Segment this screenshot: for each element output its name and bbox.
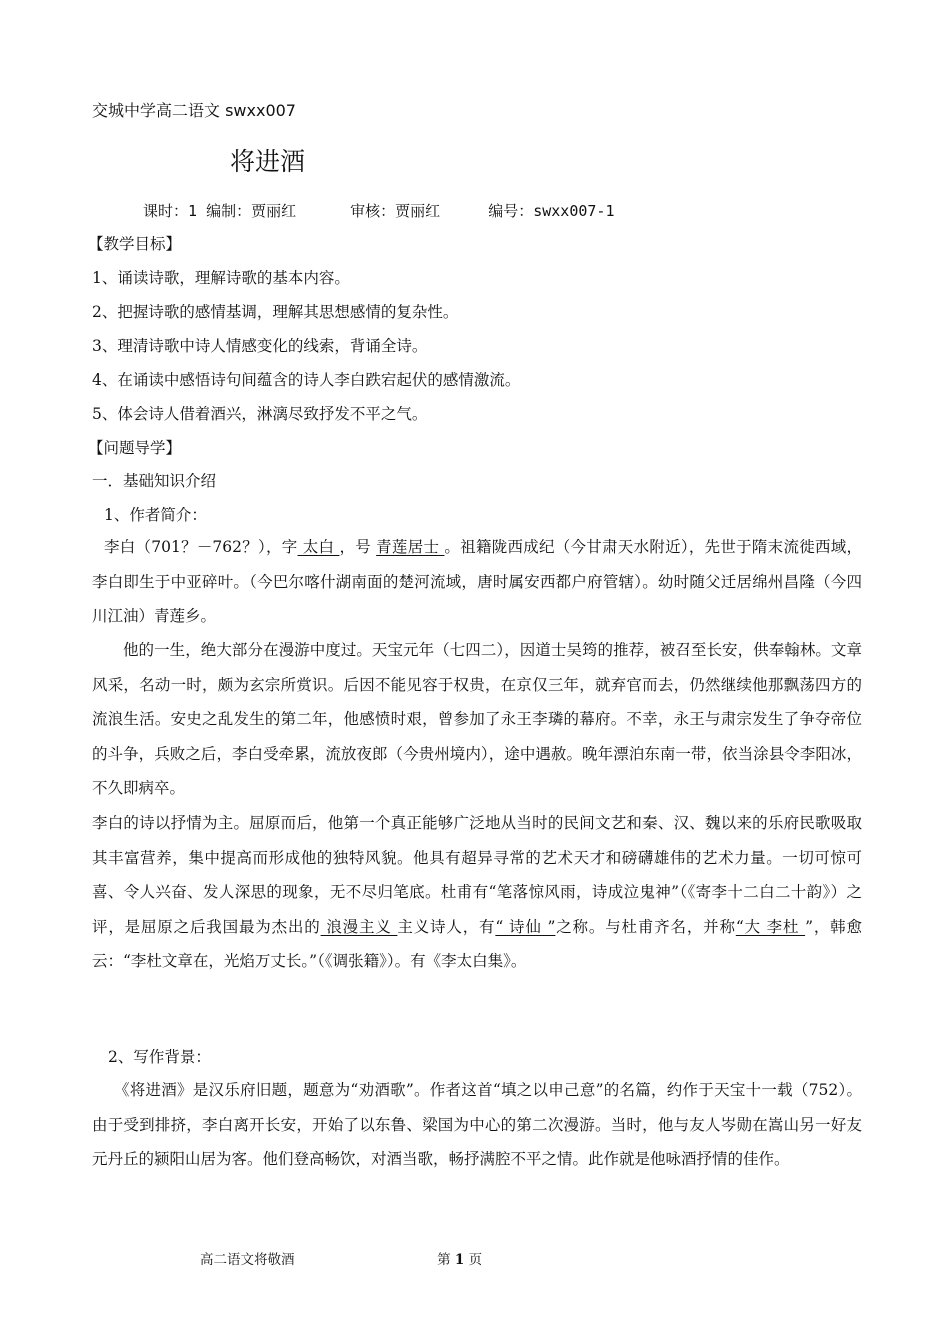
meta-number: 编号：swxx007-1 xyxy=(488,202,615,220)
footer-page-suffix: 页 xyxy=(464,1252,483,1268)
objectives-heading: 【教学目标】 xyxy=(88,235,182,253)
author-text: ”，韩愈云：“李杜文章在，光焰万丈长。”（《调张籍》）。有《李太白集》。 xyxy=(92,917,862,970)
basic-knowledge-heading: 一．基础知识介绍 xyxy=(92,472,217,490)
author-text: ，号 xyxy=(339,538,377,556)
meta-line xyxy=(143,200,615,221)
meta-class-hours: 课时：1 xyxy=(143,202,198,220)
footer-page-prefix: 第 xyxy=(437,1252,455,1268)
footer-doc-name: 高二语文将敬酒 xyxy=(200,1252,295,1268)
objective-item: 1、诵读诗歌，理解诗歌的基本内容。 xyxy=(92,269,350,287)
pair-answer: “大 李杜 xyxy=(735,917,806,936)
footer-page-number: 1 xyxy=(454,1252,465,1268)
guide-heading: 【问题导学】 xyxy=(88,439,182,457)
school-header: 交城中学高二语文 swxx007 xyxy=(92,101,296,120)
author-text: 。祖籍陇西成纪（今甘肃天水附近），先世于隋末流徙西域，李白即生于中亚碎叶。（今巴尔喀什湖南面的楚河流域，唐时属安西都户府管辖）。幼时随父迁居绵州昌隆（今四川江油）青莲乡。 xyxy=(92,538,862,625)
objective-item: 5、体会诗人借着酒兴，淋漓尽致抒发不平之气。 xyxy=(92,405,428,423)
author-paragraph-2: 他的一生，绝大部分在漫游中度过。天宝元年（七四二），因道士吴筠的推荐，被召至长安，供奉翰林。文章风采，名动一时，颇为玄宗所赏识。后因不能见容于权贵，在京仅三年，就弃官而去，仍然继续他那飘荡四方的流浪生活。安史之乱发生的第二年，他感愤时艰，曾参加了永王李璘的幕府。不幸，永王与肃宗发生了争夺帝位的斗争，兵败之后，李白受牵累，流放夜郎（今贵州境内），途中遇赦。晚年漂泊东南一带，依当涂县令李阳冰，不久即病卒。 xyxy=(92,641,862,797)
author-intro-heading: 1、作者简介： xyxy=(104,506,207,524)
author-paragraph-3 xyxy=(92,806,862,979)
meta-reviewer: 审核：贾丽红 xyxy=(350,202,441,220)
author-text: 李白的诗以抒情为主。屈原而后，他第一个真正能够广泛地从当时的民间文艺和秦、汉、魏以来的乐府民歌吸取其丰富营养，集中提高而形成他的独特风貌。他具有超异寻常的艺术天才和磅礴雄伟的艺术力量。一切可惊可喜、令人兴奋、发人深思的现象，无不尽归笔底。杜甫有“笔落惊风雨，诗成泣鬼神”（《寄李十二白二十韵》）之评，是屈原之后我国最为杰出的 xyxy=(92,814,862,936)
style-answer: 浪漫主义 xyxy=(320,917,398,936)
art-name-answer: 青莲居士 xyxy=(376,538,445,556)
courtesy-name-answer: 太白 xyxy=(297,538,340,556)
meta-editor: 编制：贾丽红 xyxy=(206,202,297,220)
objective-item: 3、理清诗歌中诗人情感变化的线索，背诵全诗。 xyxy=(92,337,428,355)
background-heading: 2、写作背景： xyxy=(108,1048,211,1066)
background-paragraph: 《将进酒》是汉乐府旧题，题意为“劝酒歌”。作者这首“填之以申己意”的名篇，约作于天宝十一载（752）。由于受到排挤，李白离开长安，开始了以东鲁、梁国为中心的第二次漫游。当时，他与友人岑勋在嵩山另一好友元丹丘的颍阳山居为客。他们登高畅饮，对酒当歌，畅抒满腔不平之情。此作就是他咏酒抒情的佳作。 xyxy=(92,1081,862,1168)
footer xyxy=(200,1248,482,1268)
objective-item: 2、把握诗歌的感情基调，理解其思想感情的复杂性。 xyxy=(92,303,459,321)
author-text: 主义诗人，有 xyxy=(397,917,496,936)
title-answer: “ 诗仙 ” xyxy=(495,917,556,936)
author-text: 之称。与杜甫齐名，并称 xyxy=(555,917,736,936)
objective-item: 4、在诵读中感悟诗句间蕴含的诗人李白跌宕起伏的感情激流。 xyxy=(92,371,521,389)
page-title: 将进酒 xyxy=(230,147,306,176)
author-paragraph-1 xyxy=(92,530,862,634)
author-text: 李白（701？－762？），字 xyxy=(104,538,298,556)
